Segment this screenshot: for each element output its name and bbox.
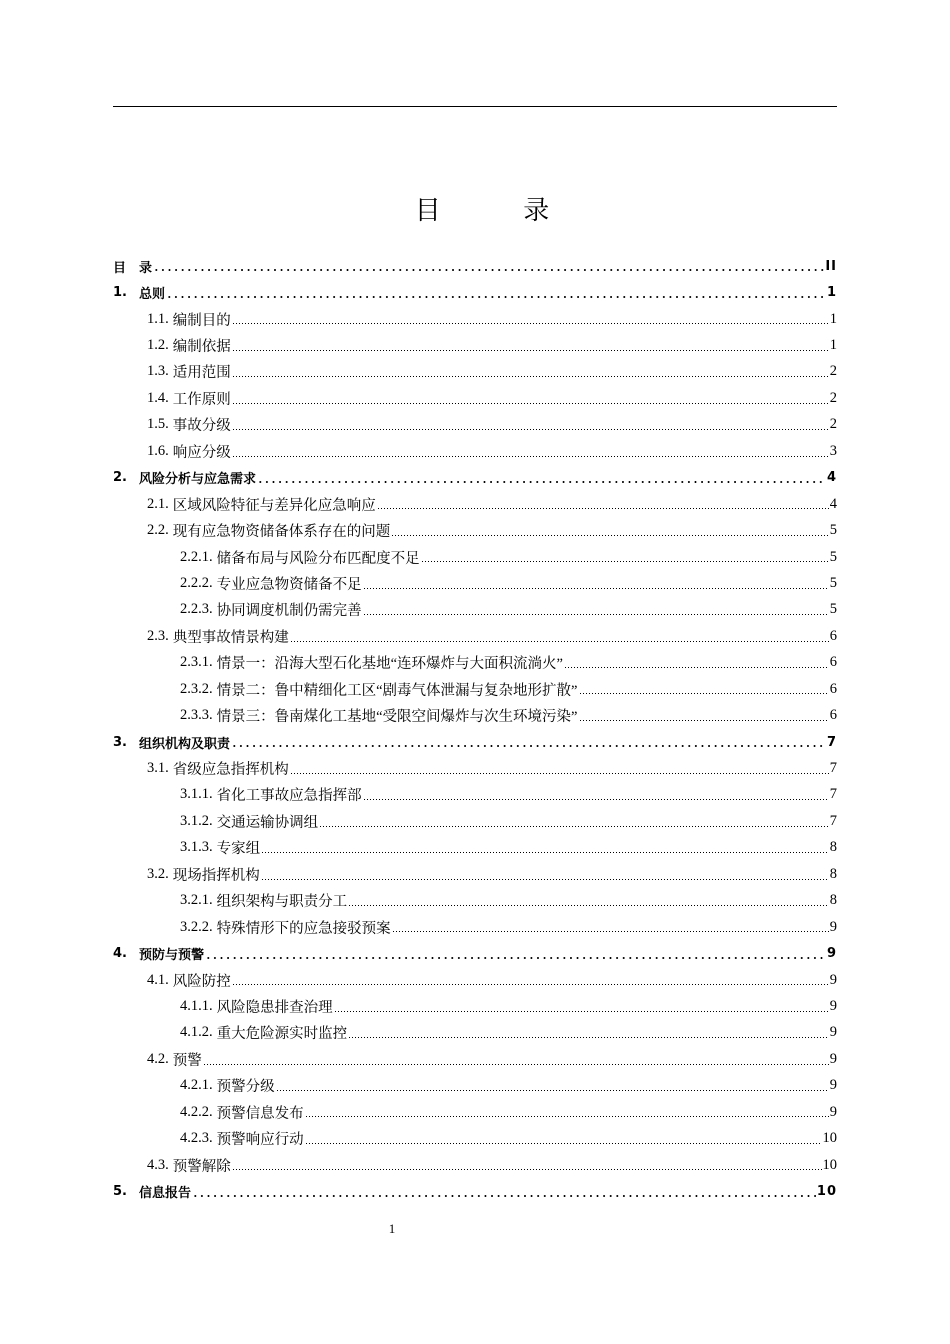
toc-dot-leader xyxy=(261,879,829,880)
toc-dot-leader xyxy=(305,1116,829,1117)
toc-dot-leader xyxy=(153,269,824,271)
toc-entry-title: 典型事故情景构建 xyxy=(172,629,289,646)
toc-entry[interactable] xyxy=(113,332,837,358)
toc-dot-leader xyxy=(377,508,829,509)
toc-entry-page: 6 xyxy=(829,680,837,697)
toc-entry-number: 4.3. xyxy=(147,1156,169,1173)
toc-entry-number: 2.1. xyxy=(147,495,169,512)
toc-entry[interactable] xyxy=(113,888,837,914)
toc-entry-title: 总则 xyxy=(139,287,166,303)
toc-entry[interactable] xyxy=(113,438,837,464)
toc-entry[interactable] xyxy=(113,835,837,861)
toc-entry-number: 1.6. xyxy=(147,442,169,459)
toc-dot-leader xyxy=(205,957,826,959)
toc-entry[interactable] xyxy=(113,412,837,438)
toc-dot-leader xyxy=(257,481,826,483)
toc-entry-page: 5 xyxy=(829,601,837,618)
toc-entry[interactable] xyxy=(113,676,837,702)
toc-entry-title: 预警 xyxy=(172,1052,202,1069)
toc-entry-number: 2.2.2. xyxy=(180,574,213,591)
toc-entry[interactable] xyxy=(113,359,837,385)
toc-entry-title: 信息报告 xyxy=(139,1186,192,1202)
toc-entry-title: 情景三：鲁南煤化工基地“受限空间爆炸与次生环境污染” xyxy=(216,709,578,726)
toc-entry-number: 4.1.2. xyxy=(180,1024,213,1041)
toc-entry-number: 3. xyxy=(113,734,127,750)
toc-entry-page: 5 xyxy=(829,522,837,539)
toc-entry[interactable] xyxy=(113,940,837,966)
toc-entry-number: 3.1.2. xyxy=(180,812,213,829)
toc-entry-page: 9 xyxy=(829,1077,837,1094)
table-of-contents xyxy=(113,253,837,1205)
toc-entry-page: 7 xyxy=(826,734,837,750)
toc-dot-leader xyxy=(348,905,829,906)
toc-dot-leader xyxy=(231,745,826,747)
toc-entry-page: 6 xyxy=(829,627,837,644)
toc-entry-page: 9 xyxy=(829,1103,837,1120)
toc-entry-title: 适用范围 xyxy=(172,365,231,382)
toc-entry-title: 工作原则 xyxy=(172,391,231,408)
toc-dot-leader xyxy=(319,826,829,827)
toc-entry-page: 7 xyxy=(829,760,837,777)
toc-entry-page: 9 xyxy=(829,997,837,1014)
toc-dot-leader xyxy=(232,456,829,457)
toc-dot-leader xyxy=(564,667,829,668)
toc-entry-page: 2 xyxy=(829,416,837,433)
toc-entry[interactable] xyxy=(113,491,837,517)
toc-entry-number: 3.1.1. xyxy=(180,786,213,803)
toc-entry-number: 2.2.3. xyxy=(180,601,213,618)
toc-entry-title: 现场指挥机构 xyxy=(172,867,260,884)
toc-entry-page: 5 xyxy=(829,574,837,591)
toc-entry-number: 3.2. xyxy=(147,865,169,882)
toc-entry-number: 1.1. xyxy=(147,310,169,327)
toc-entry-page: 8 xyxy=(829,839,837,856)
toc-entry[interactable] xyxy=(113,385,837,411)
toc-entry[interactable] xyxy=(113,1099,837,1125)
toc-dot-leader xyxy=(203,1064,829,1065)
toc-entry-title: 预警解除 xyxy=(172,1158,231,1175)
toc-entry-page: 10 xyxy=(822,1130,837,1147)
toc-entry-page: 9 xyxy=(829,1024,837,1041)
toc-entry[interactable] xyxy=(113,914,837,940)
toc-entry[interactable] xyxy=(113,1020,837,1046)
toc-entry-number: 2.3.3. xyxy=(180,707,213,724)
toc-entry-title: 响应分级 xyxy=(172,444,231,461)
toc-entry[interactable] xyxy=(113,755,837,781)
toc-entry-number: 4. xyxy=(113,946,127,962)
toc-entry-page: 10 xyxy=(816,1184,837,1200)
toc-dot-leader xyxy=(232,1169,822,1170)
toc-dot-leader xyxy=(348,1037,829,1038)
toc-entry-title: 预防与预警 xyxy=(139,948,205,964)
toc-entry-number: 4.1. xyxy=(147,971,169,988)
toc-entry-number: 2.2.1. xyxy=(180,548,213,565)
toc-entry-page: 1 xyxy=(829,310,837,327)
toc-entry-title: 重大危险源实时监控 xyxy=(216,1026,348,1043)
toc-entry-title: 区域风险特征与差异化应急响应 xyxy=(172,497,376,514)
toc-dot-leader xyxy=(166,296,826,298)
toc-entry-number: 4.1.1. xyxy=(180,997,213,1014)
toc-entry-title: 录 xyxy=(139,260,153,276)
toc-dot-leader xyxy=(363,614,829,615)
toc-entry[interactable] xyxy=(113,517,837,543)
toc-entry-title: 事故分级 xyxy=(172,418,231,435)
toc-entry-number: 4.2.2. xyxy=(180,1103,213,1120)
toc-entry-number: 2.3.2. xyxy=(180,680,213,697)
toc-entry-title: 协同调度机制仍需完善 xyxy=(216,603,362,620)
toc-entry-title: 组织机构及职责 xyxy=(139,736,231,752)
toc-entry-title: 现有应急物资储备体系存在的问题 xyxy=(172,524,391,541)
toc-dot-leader xyxy=(305,1143,822,1144)
toc-entry-number: 3.2.1. xyxy=(180,892,213,909)
toc-entry-title: 预警分级 xyxy=(216,1079,275,1096)
toc-entry-title: 交通运输协调组 xyxy=(216,814,319,831)
header-rule xyxy=(113,106,837,107)
toc-dot-leader xyxy=(290,773,829,774)
toc-entry[interactable] xyxy=(113,1046,837,1072)
toc-entry[interactable] xyxy=(113,279,837,305)
toc-entry-title: 编制依据 xyxy=(172,339,231,356)
toc-entry[interactable] xyxy=(113,861,837,887)
toc-entry-title: 省化工事故应急指挥部 xyxy=(216,788,362,805)
toc-entry-page: 7 xyxy=(829,786,837,803)
toc-dot-leader xyxy=(290,641,829,642)
toc-dot-leader xyxy=(232,350,829,351)
toc-entry-page: 7 xyxy=(829,812,837,829)
toc-entry-page: 3 xyxy=(829,442,837,459)
toc-entry[interactable] xyxy=(113,306,837,332)
toc-entry-page: 9 xyxy=(829,971,837,988)
toc-entry-number: 2.3. xyxy=(147,627,169,644)
toc-entry-number: 1.5. xyxy=(147,416,169,433)
toc-entry-number: 2.2. xyxy=(147,522,169,539)
toc-entry-page: 8 xyxy=(829,892,837,909)
toc-entry[interactable] xyxy=(113,623,837,649)
toc-dot-leader xyxy=(392,931,829,932)
toc-dot-leader xyxy=(232,984,829,985)
toc-entry-page: 9 xyxy=(826,946,837,962)
toc-entry[interactable] xyxy=(113,782,837,808)
toc-entry-title: 预警响应行动 xyxy=(216,1132,304,1149)
toc-entry-number: 1.3. xyxy=(147,363,169,380)
toc-entry[interactable] xyxy=(113,253,837,279)
toc-entry-page: 10 xyxy=(822,1156,837,1173)
toc-entry-title: 专家组 xyxy=(216,841,261,858)
toc-entry-title: 风险防控 xyxy=(172,973,231,990)
toc-entry-number: 4.2.1. xyxy=(180,1077,213,1094)
toc-entry[interactable] xyxy=(113,808,837,834)
toc-entry-page: 2 xyxy=(829,389,837,406)
toc-dot-leader xyxy=(232,429,829,430)
toc-entry-page: 2 xyxy=(829,363,837,380)
toc-entry[interactable] xyxy=(113,702,837,728)
toc-entry-number: 2.3.1. xyxy=(180,654,213,671)
toc-entry[interactable] xyxy=(113,570,837,596)
toc-entry-page: 1 xyxy=(826,285,837,301)
toc-entry-page: 6 xyxy=(829,707,837,724)
toc-entry-number: 目 xyxy=(113,260,127,276)
toc-dot-leader xyxy=(334,1011,829,1012)
toc-entry[interactable] xyxy=(113,1178,837,1204)
toc-entry-title: 情景二：鲁中精细化工区“剧毒气体泄漏与复杂地形扩散” xyxy=(216,682,578,699)
toc-entry-page: II xyxy=(825,258,837,274)
toc-entry-title: 组织架构与职责分工 xyxy=(216,894,348,911)
toc-dot-leader xyxy=(276,1090,829,1091)
toc-entry-title: 特殊情形下的应急接驳预案 xyxy=(216,920,391,937)
toc-entry-number: 4.2.3. xyxy=(180,1130,213,1147)
toc-dot-leader xyxy=(261,852,829,853)
toc-entry-page: 4 xyxy=(826,470,837,486)
toc-dot-leader xyxy=(363,588,829,589)
toc-entry-title: 省级应急指挥机构 xyxy=(172,762,289,779)
toc-entry-page: 6 xyxy=(829,654,837,671)
toc-entry-title: 编制目的 xyxy=(172,312,231,329)
toc-entry-page: 8 xyxy=(829,865,837,882)
toc-entry-title: 风险隐患排查治理 xyxy=(216,999,333,1016)
toc-entry[interactable] xyxy=(113,1152,837,1178)
toc-entry-number: 1.2. xyxy=(147,337,169,354)
toc-entry-number: 3.1.3. xyxy=(180,839,213,856)
page-number: 1 xyxy=(388,1221,396,1236)
toc-entry[interactable] xyxy=(113,650,837,676)
toc-entry-page: 9 xyxy=(829,1050,837,1067)
toc-entry[interactable] xyxy=(113,1073,837,1099)
toc-entry-number: 3.1. xyxy=(147,760,169,777)
toc-entry-number: 5. xyxy=(113,1184,127,1200)
toc-entry-page: 5 xyxy=(829,548,837,565)
toc-entry-number: 1.4. xyxy=(147,389,169,406)
toc-dot-leader xyxy=(579,720,829,721)
toc-entry-page: 4 xyxy=(829,495,837,512)
toc-dot-leader xyxy=(232,323,829,324)
toc-entry-title: 风险分析与应急需求 xyxy=(139,472,257,488)
toc-entry[interactable] xyxy=(113,597,837,623)
toc-dot-leader xyxy=(192,1195,816,1197)
toc-entry[interactable] xyxy=(113,729,837,755)
toc-dot-leader xyxy=(363,799,829,800)
toc-entry[interactable] xyxy=(113,465,837,491)
toc-dot-leader xyxy=(391,535,829,536)
toc-title: 目 录 xyxy=(414,196,572,226)
toc-entry[interactable] xyxy=(113,1125,837,1151)
toc-entry-number: 1. xyxy=(113,285,127,301)
toc-entry-page: 9 xyxy=(829,918,837,935)
toc-dot-leader xyxy=(232,376,829,377)
toc-entry[interactable] xyxy=(113,967,837,993)
toc-entry-page: 1 xyxy=(829,337,837,354)
toc-dot-leader xyxy=(232,403,829,404)
toc-dot-leader xyxy=(421,561,829,562)
toc-entry-number: 4.2. xyxy=(147,1050,169,1067)
toc-entry[interactable] xyxy=(113,993,837,1019)
toc-entry-title: 预警信息发布 xyxy=(216,1105,304,1122)
toc-entry-title: 储备布局与风险分布匹配度不足 xyxy=(216,550,420,567)
toc-entry-number: 3.2.2. xyxy=(180,918,213,935)
toc-entry-title: 专业应急物资储备不足 xyxy=(216,576,362,593)
toc-dot-leader xyxy=(579,693,829,694)
toc-entry[interactable] xyxy=(113,544,837,570)
toc-entry-title: 情景一：沿海大型石化基地“连环爆炸与大面积流淌火” xyxy=(216,656,563,673)
toc-entry-number: 2. xyxy=(113,470,127,486)
